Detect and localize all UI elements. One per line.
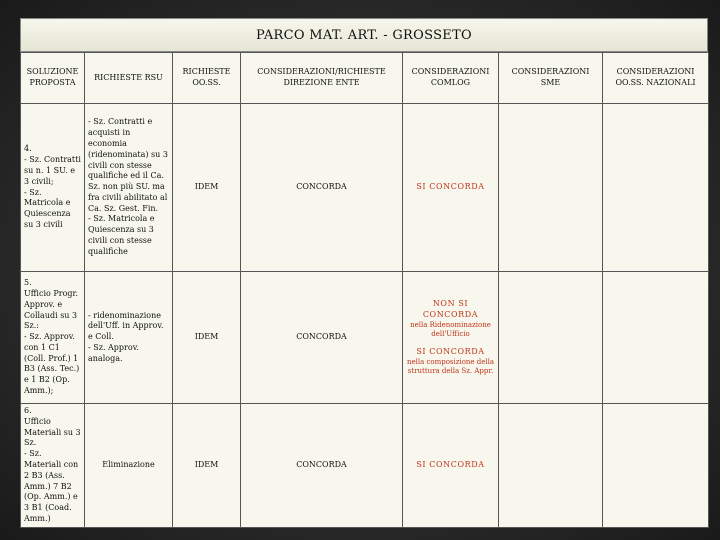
header-direzione: CONSIDERAZIONI/RICHIESTE DIREZIONE ENTE — [241, 53, 403, 104]
table-header-row — [21, 53, 709, 104]
cell-direzione: CONCORDA — [241, 404, 403, 528]
cell-soluzione: 6. Ufficio Materiali su 3 Sz. - Sz. Materiali con 2 B3 (Ass. Amm.) 7 B2 (Op. Amm.) e 3 B1 (Coad. Amm.) — [21, 404, 85, 528]
table-row — [21, 272, 709, 404]
cell-rsu: Eliminazione — [85, 404, 173, 528]
header-soluzione: SOLUZIONE PROPOSTA — [21, 53, 85, 104]
header-rsu: RICHIESTE RSU — [85, 53, 173, 104]
page-title: PARCO MAT. ART. - GROSSETO — [20, 18, 708, 52]
cell-direzione: CONCORDA — [241, 272, 403, 404]
cell-direzione: CONCORDA — [241, 104, 403, 272]
cell-soluzione: 5. Ufficio Progr. Approv. e Collaudi su 3 Sz.: - Sz. Approv. con 1 C1 (Coll. Prof.) 1 B3 (Ass. Tec.) e 1 B2 (Op. Amm.); — [21, 272, 85, 404]
cell-ooss-nazionali — [603, 104, 709, 272]
cell-rsu: - ridenominazione dell'Uff. in Approv. e Coll. - Sz. Approv. analoga. — [85, 272, 173, 404]
comlog-note: nella composizione della struttura della Sz. Appr. — [406, 357, 495, 375]
header-comlog: CONSIDERAZIONI COMLOG — [403, 53, 499, 104]
cell-ooss: IDEM — [173, 104, 241, 272]
header-ooss-nazionali: CONSIDERAZIONI OO.SS. NAZIONALI — [603, 53, 709, 104]
header-sme: CONSIDERAZIONI SME — [499, 53, 603, 104]
comlog-verdict: NON SI CONCORDA — [422, 299, 479, 319]
table-row — [21, 404, 709, 528]
cell-soluzione: 4. - Sz. Contratti su n. 1 SU. e 3 civili; - Sz. Matricola e Quiescenza su 3 civili — [21, 104, 85, 272]
comlog-note: nella Ridenominazione dell'Ufficio — [410, 320, 491, 338]
cell-ooss: IDEM — [173, 404, 241, 528]
cell-ooss: IDEM — [173, 272, 241, 404]
cell-sme — [499, 272, 603, 404]
header-ooss: RICHIESTE OO.SS. — [173, 53, 241, 104]
cell-sme — [499, 404, 603, 528]
cell-sme — [499, 104, 603, 272]
cell-comlog: SI CONCORDA — [403, 104, 499, 272]
comlog-verdict: SI CONCORDA — [416, 346, 485, 356]
cell-ooss-nazionali — [603, 404, 709, 528]
cell-comlog: SI CONCORDA — [403, 404, 499, 528]
cell-rsu: - Sz. Contratti e acquisti in economia (ridenominata) su 3 civili con stesse qualifiche ed il Ca. Sz. non più SU. ma fra civili abilitato al Ca. Sz. Gest. Fin. - Sz. Matricola e Quiescenza su 3 civili con stesse qualifiche — [85, 104, 173, 272]
cell-comlog — [403, 272, 499, 404]
cell-ooss-nazionali — [603, 272, 709, 404]
comparison-table — [20, 52, 709, 528]
table-row — [21, 104, 709, 272]
